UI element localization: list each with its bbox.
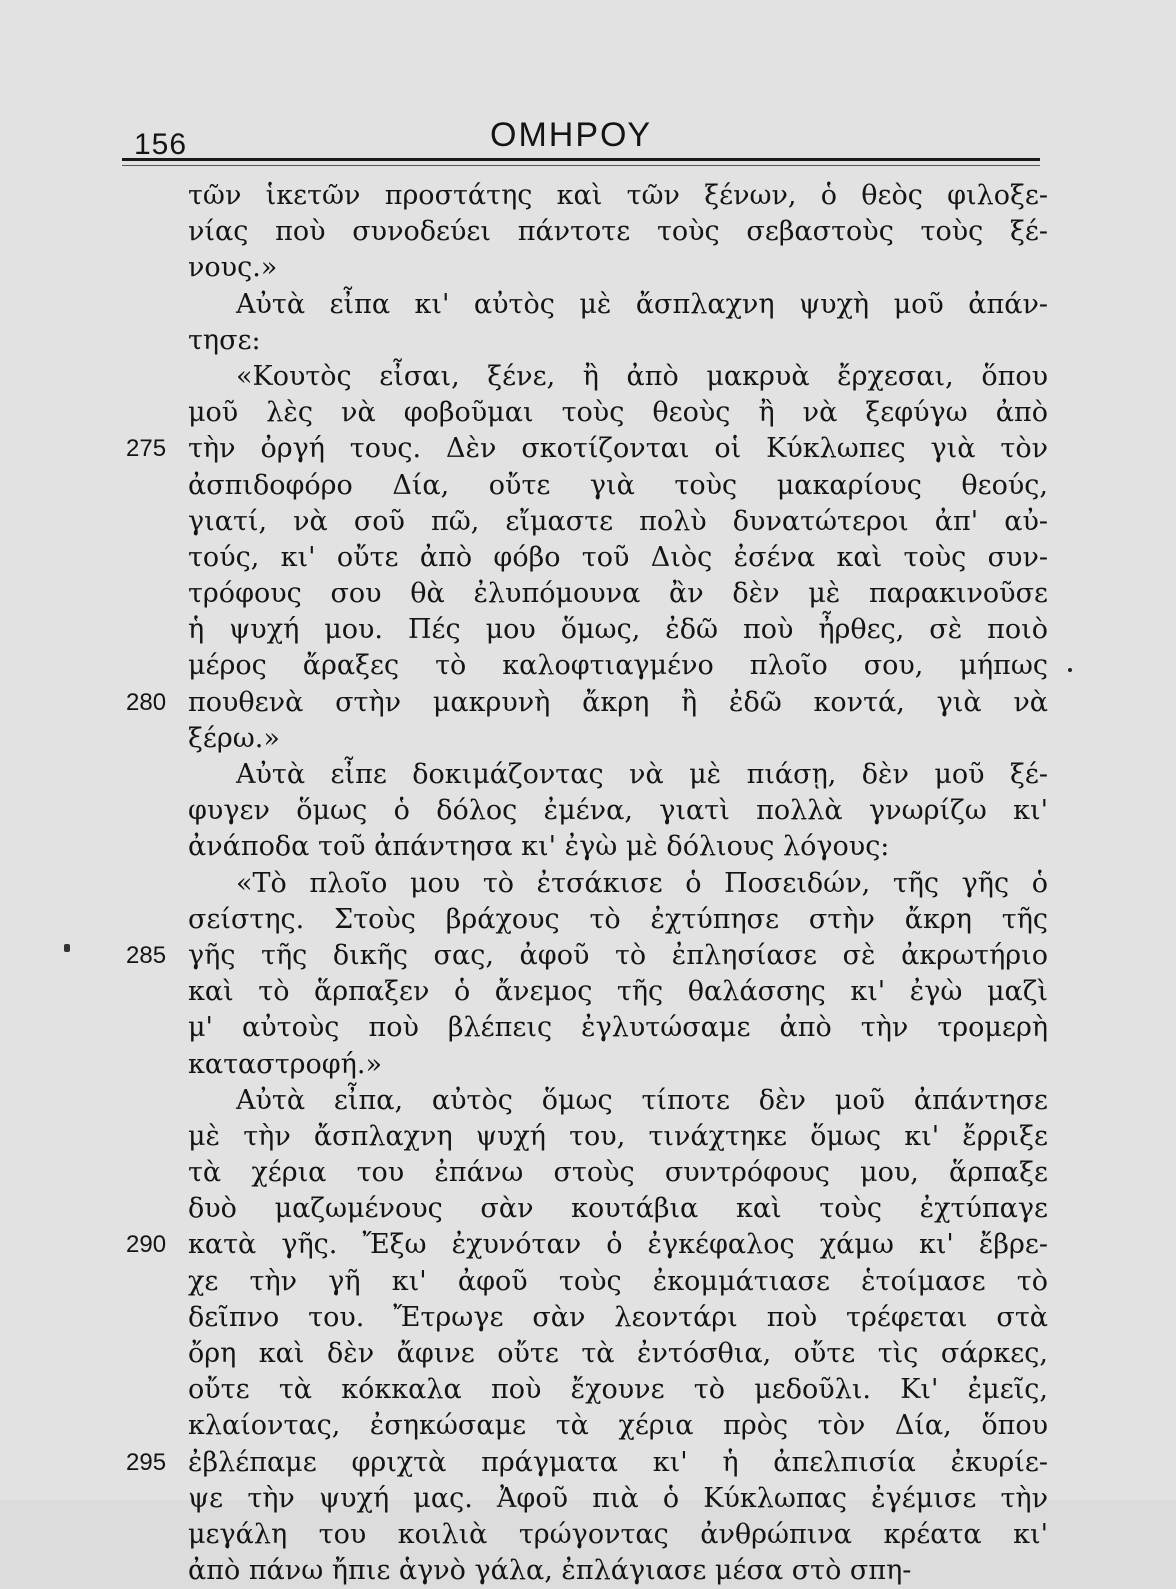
text-line — [188, 721, 1048, 757]
ink-dot — [1068, 668, 1072, 672]
line-text: φυγεν ὅμως ὁ δόλος ἐμένα, γιατὶ πολλὰ γνωρίζω κι' — [188, 795, 1048, 827]
text-line — [188, 1300, 1048, 1336]
line-text: νους.» — [188, 252, 278, 284]
line-text: ἀσπιδοφόρο Δία, οὔτε γιὰ τοὺς μακαρίους θεούς, — [188, 469, 1048, 501]
text-line — [188, 576, 1048, 612]
text-line — [126, 1445, 1048, 1481]
line-text: Αὐτὰ εἶπα κι' αὐτὸς μὲ ἄσπλαχνη ψυχὴ μοῦ ἀπάν- — [236, 288, 1048, 320]
line-text: τὴν ὀργή τους. Δὲν σκοτίζονται οἱ Κύκλωπες γιὰ τὸν — [188, 433, 1048, 465]
text-line — [188, 250, 1048, 286]
text-line — [126, 431, 1048, 467]
text-line — [188, 214, 1048, 250]
line-text: γῆς τῆς δικῆς σας, ἀφοῦ τὸ ἐπλησίασε σὲ ἀκρωτήριο — [188, 939, 1048, 971]
text-line — [188, 1119, 1048, 1155]
line-text: δυὸ μαζωμένους σὰν κουτάβια καὶ τοὺς ἐχτύπαγε — [188, 1193, 1048, 1225]
line-text: μεγάλη του κοιλιὰ τρώγοντας ἀνθρώπινα κρέατα κι' — [188, 1518, 1048, 1550]
line-text: τῶν ἱκετῶν προστάτης καὶ τῶν ξένων, ὁ θεὸς φιλοξε- — [188, 180, 1048, 211]
text-line — [126, 1227, 1048, 1263]
text-line — [188, 1408, 1048, 1444]
text-line — [188, 1336, 1048, 1372]
line-text: ἡ ψυχή μου. Πές μου ὅμως, ἐδῶ ποὺ ἦρθες, σὲ ποιὸ — [188, 614, 1048, 646]
line-text: μ' αὐτοὺς ποὺ βλέπεις ἐγλυτώσαμε ἀπὸ τὴν τρομερὴ — [188, 1012, 1048, 1044]
line-text: γιατί, νὰ σοῦ πῶ, εἴμαστε πολὺ δυνατώτεροι ἀπ' αὐ- — [188, 505, 1048, 537]
line-text: ἀνάποδα τοῦ ἀπάντησα κι' ἐγὼ μὲ δόλιους λόγους: — [188, 831, 890, 863]
line-number: 290 — [126, 1231, 167, 1259]
text-line — [188, 468, 1048, 504]
text-line — [188, 1264, 1048, 1300]
line-text: ὄρη καὶ δὲν ἄφινε οὔτε τὰ ἐντόσθια, οὔτε τὶς σάρκες, — [188, 1338, 1048, 1369]
running-title: ΟΜΗΡΟΥ — [490, 116, 653, 154]
text-line — [188, 1010, 1048, 1046]
line-number: 280 — [126, 688, 167, 716]
text-line — [188, 178, 1048, 214]
text-line — [188, 1083, 1048, 1119]
line-text: πουθενὰ στὴν μακρυνὴ ἄκρη ἢ ἐδῶ κοντά, γιὰ νὰ — [188, 686, 1048, 718]
line-text: δεῖπνο του. Ἔτρωγε σὰν λεοντάρι ποὺ τρέφεται στὰ — [188, 1301, 1048, 1333]
line-text: κατὰ γῆς. Ἔξω ἐχυνόταν ὁ ἐγκέφαλος χάμω κι' ἔβρε- — [188, 1229, 1048, 1261]
line-text: οὔτε τὰ κόκκαλα ποὺ ἔχουνε τὸ μεδοῦλι. Κι' ἐμεῖς, — [188, 1374, 1048, 1406]
text-line — [188, 612, 1048, 648]
line-text: τούς, κι' οὔτε ἀπὸ φόβο τοῦ Διὸς ἐσένα καὶ τοὺς συν- — [188, 541, 1048, 573]
line-text: κλαίοντας, ἐσηκώσαμε τὰ χέρια πρὸς τὸν Δία, ὅπου — [188, 1410, 1048, 1442]
page-header — [120, 108, 1050, 161]
header-rule — [122, 158, 1040, 161]
line-text: τησε: — [188, 324, 261, 356]
line-number: 295 — [126, 1448, 167, 1476]
body-text — [126, 178, 1048, 1589]
line-text: μοῦ λὲς νὰ φοβοῦμαι τοὺς θεοὺς ἢ νὰ ξεφύγω ἀπὸ — [188, 397, 1048, 429]
text-line — [126, 938, 1048, 974]
text-line — [188, 359, 1048, 395]
line-text: ξέρω.» — [188, 722, 280, 754]
text-line — [188, 648, 1048, 684]
text-line — [188, 757, 1048, 793]
text-line — [188, 540, 1048, 576]
text-line — [188, 793, 1048, 829]
text-line — [188, 866, 1048, 902]
line-text: «Κουτὸς εἶσαι, ξένε, ἢ ἀπὸ μακρυὰ ἔρχεσαι, ὅπου — [236, 360, 1048, 392]
line-text: ψε τὴν ψυχή μας. Ἀφοῦ πιὰ ὁ Κύκλωπας ἐγέμισε τὴν — [188, 1482, 1048, 1514]
text-line — [188, 395, 1048, 431]
line-text: μέρος ἄραξες τὸ καλοφτιαγμένο πλοῖο σου, μήπως — [188, 650, 1048, 682]
text-line — [188, 1517, 1048, 1553]
text-line — [188, 829, 1048, 865]
text-line — [188, 902, 1048, 938]
line-text: ἀπὸ πάνω ἤπιε ἁγνὸ γάλα, ἐπλάγιασε μέσα στὸ σπη- — [188, 1555, 912, 1587]
line-text: σείστης. Στοὺς βράχους τὸ ἐχτύπησε στὴν ἄκρη τῆς — [188, 903, 1048, 935]
line-text: Αὐτὰ εἶπε δοκιμάζοντας νὰ μὲ πιάσῃ, δὲν μοῦ ξέ- — [236, 759, 1048, 790]
line-text: τὰ χέρια του ἐπάνω στοὺς συντρόφους μου, ἅρπαξε — [188, 1157, 1048, 1189]
text-line — [188, 974, 1048, 1010]
text-line — [188, 323, 1048, 359]
text-line — [188, 1191, 1048, 1227]
line-text: «Τὸ πλοῖο μου τὸ ἐτσάκισε ὁ Ποσειδών, τῆς γῆς ὁ — [236, 867, 1048, 899]
line-text: καταστροφή.» — [188, 1048, 382, 1080]
line-text: Αὐτὰ εἶπα, αὐτὸς ὅμως τίποτε δὲν μοῦ ἀπάντησε — [236, 1084, 1048, 1116]
text-line — [126, 685, 1048, 721]
line-text: μὲ τὴν ἄσπλαχνη ψυχή του, τινάχτηκε ὅμως κι' ἔρριξε — [188, 1120, 1048, 1152]
text-line — [188, 1372, 1048, 1408]
header-rule-thin — [122, 165, 1040, 166]
text-line — [188, 1481, 1048, 1517]
text-line — [188, 287, 1048, 323]
line-text: νίας ποὺ συνοδεύει πάντοτε τοὺς σεβαστοὺς τοὺς ξέ- — [188, 216, 1048, 248]
line-text: ἐβλέπαμε φριχτὰ πράγματα κι' ἡ ἀπελπισία ἐκυρίε- — [188, 1446, 1048, 1478]
line-number: 285 — [126, 941, 167, 969]
text-line — [188, 1553, 1048, 1589]
line-text: καὶ τὸ ἅρπαξεν ὁ ἄνεμος τῆς θαλάσσης κι' ἐγὼ μαζὶ — [188, 976, 1048, 1008]
margin-mark — [64, 944, 70, 952]
line-text: τρόφους σου θὰ ἐλυπόμουνα ἂν δὲν μὲ παρακινοῦσε — [188, 578, 1048, 610]
text-line — [188, 1155, 1048, 1191]
page-number: 156 — [134, 128, 188, 161]
line-number: 275 — [126, 435, 167, 463]
text-line — [188, 1047, 1048, 1083]
text-line — [188, 504, 1048, 540]
line-text: χε τὴν γῆ κι' ἀφοῦ τοὺς ἐκομμάτιασε ἑτοίμασε τὸ — [188, 1265, 1048, 1297]
